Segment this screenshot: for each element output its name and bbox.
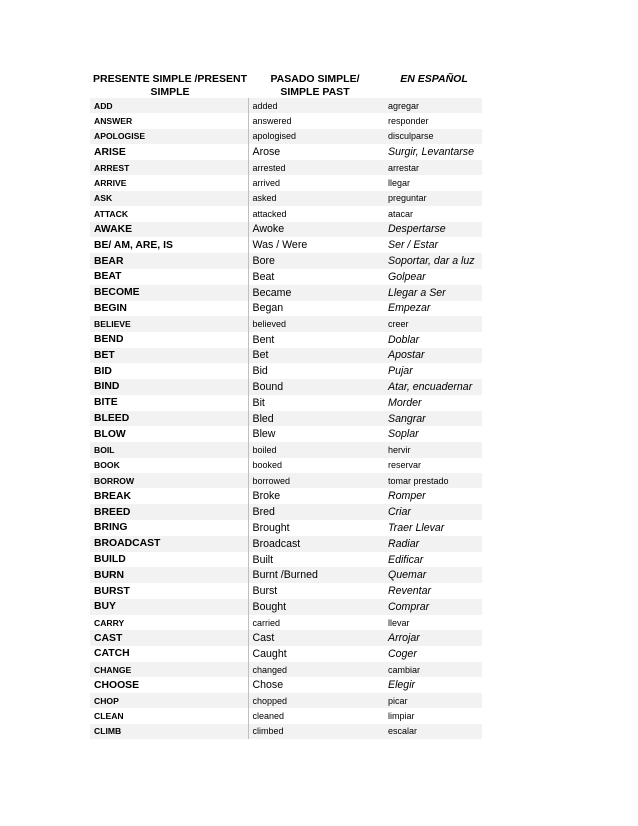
table-row <box>90 567 482 583</box>
present-verb-cell: CLEAN <box>94 711 124 722</box>
table-row <box>90 599 482 615</box>
spanish-translation-cell: Soportar, dar a luz <box>384 253 482 269</box>
spanish-translation-cell: reservar <box>388 460 422 471</box>
past-verb-cell: Bent <box>248 332 384 348</box>
past-verb-cell: cleaned <box>248 708 384 723</box>
table-row <box>90 708 482 723</box>
table-row <box>90 411 482 427</box>
header-past-simple: PASADO SIMPLE/ SIMPLE PAST <box>270 73 360 98</box>
past-verb-cell: added <box>248 98 384 113</box>
table-row <box>90 677 482 693</box>
present-verb-cell: BRING <box>94 522 128 534</box>
present-verb-cell: BE/ AM, ARE, IS <box>94 239 173 251</box>
spanish-translation-cell: Romper <box>388 490 426 503</box>
table-row <box>90 520 482 536</box>
present-verb-cell: CATCH <box>94 648 130 660</box>
spanish-translation-cell: Radiar <box>384 536 482 552</box>
past-verb-cell: Began <box>248 301 384 317</box>
past-verb-cell: Blew <box>248 426 384 442</box>
past-verb-cell: Beat <box>248 269 384 285</box>
present-verb-cell: ANSWER <box>94 116 133 127</box>
table-row <box>90 332 482 348</box>
present-verb-cell: BOIL <box>90 442 248 457</box>
present-verb-cell: BID <box>94 365 112 377</box>
table-row <box>90 129 482 144</box>
present-verb-cell: AWAKE <box>90 222 248 238</box>
spanish-translation-cell: Traer Llevar <box>388 521 445 534</box>
present-verb-cell: CLIMB <box>90 724 248 739</box>
spanish-translation-cell: atacar <box>388 208 414 219</box>
present-verb-cell: ARRIVE <box>94 178 127 189</box>
present-verb-cell: BORROW <box>90 473 248 488</box>
present-verb-cell: BLOW <box>94 428 126 440</box>
table-row <box>90 536 482 552</box>
spanish-translation-cell: Despertarse <box>384 222 482 238</box>
present-verb-cell: BURN <box>90 567 248 583</box>
table-row <box>90 379 482 395</box>
past-verb-cell: Awoke <box>248 222 384 238</box>
spanish-translation-cell: Doblar <box>388 333 420 346</box>
spanish-translation-cell: Quemar <box>384 567 482 583</box>
present-verb-cell: BELIEVE <box>90 316 248 331</box>
spanish-translation-cell: Sangrar <box>384 411 482 427</box>
header-present-simple: PRESENTE SIMPLE /PRESENT SIMPLE <box>92 73 248 98</box>
past-verb-cell: Bore <box>248 253 384 269</box>
table-row <box>90 222 482 238</box>
table-row <box>90 473 482 488</box>
past-verb-cell: Bought <box>248 599 384 615</box>
spanish-translation-cell: Comprar <box>384 599 482 615</box>
table-row <box>90 488 482 504</box>
spanish-translation-cell: Elegir <box>388 679 416 692</box>
table-row <box>90 395 482 411</box>
spanish-translation-cell: Coger <box>388 647 417 660</box>
present-verb-cell: CARRY <box>94 617 125 628</box>
spanish-translation-cell: agregar <box>384 98 482 113</box>
table-row <box>90 160 482 175</box>
present-verb-cell: BET <box>90 348 248 364</box>
past-verb-cell: chopped <box>248 693 384 708</box>
verb-table-body <box>90 98 482 739</box>
spanish-translation-cell: Pujar <box>388 365 413 378</box>
past-verb-cell: Chose <box>248 677 384 693</box>
table-row <box>90 113 482 128</box>
present-verb-cell: BEAR <box>90 253 248 269</box>
present-verb-cell: APOLOGISE <box>90 129 248 144</box>
present-verb-cell: BEND <box>94 334 124 346</box>
verb-table <box>90 98 482 739</box>
present-verb-cell: ADD <box>90 98 248 113</box>
past-verb-cell: borrowed <box>248 473 384 488</box>
spanish-translation-cell: Llegar a Ser <box>384 285 482 301</box>
past-verb-cell: Built <box>248 552 384 568</box>
present-verb-cell: ARREST <box>90 160 248 175</box>
table-row <box>90 348 482 364</box>
past-verb-cell: Bid <box>248 363 384 379</box>
table-row <box>90 504 482 520</box>
spanish-translation-cell: Soplar <box>388 428 419 441</box>
present-verb-cell: CAST <box>90 630 248 646</box>
past-verb-cell: climbed <box>248 724 384 739</box>
past-verb-cell: Burnt /Burned <box>248 567 384 583</box>
present-verb-cell: BIND <box>90 379 248 395</box>
spanish-translation-cell: arrestar <box>384 160 482 175</box>
spanish-translation-cell: tomar prestado <box>384 473 482 488</box>
present-verb-cell: ASK <box>90 191 248 206</box>
table-row <box>90 630 482 646</box>
table-row <box>90 237 482 253</box>
spanish-translation-cell: limpiar <box>388 711 415 722</box>
table-row <box>90 724 482 739</box>
past-verb-cell: arrested <box>248 160 384 175</box>
present-verb-cell: BOOK <box>94 460 120 471</box>
past-verb-cell: apologised <box>248 129 384 144</box>
present-verb-cell: BEAT <box>94 271 122 283</box>
present-verb-cell: CHOOSE <box>94 679 140 691</box>
past-verb-cell: believed <box>248 316 384 331</box>
spanish-translation-cell: llevar <box>388 617 410 628</box>
table-row <box>90 552 482 568</box>
past-verb-cell: Was / Were <box>248 237 384 253</box>
past-verb-cell: Caught <box>248 646 384 662</box>
spanish-translation-cell: Atar, encuadernar <box>384 379 482 395</box>
present-verb-cell: BROADCAST <box>90 536 248 552</box>
table-row <box>90 693 482 708</box>
past-verb-cell: Broadcast <box>248 536 384 552</box>
spanish-translation-cell: Morder <box>388 396 422 409</box>
present-verb-cell: BECOME <box>90 285 248 301</box>
table-row <box>90 144 482 160</box>
table-row <box>90 206 482 221</box>
past-verb-cell: Broke <box>248 488 384 504</box>
present-verb-cell: BUILD <box>94 554 126 566</box>
table-row <box>90 301 482 317</box>
past-verb-cell: attacked <box>248 206 384 221</box>
table-row <box>90 285 482 301</box>
table-row <box>90 191 482 206</box>
present-verb-cell: ARISE <box>94 146 126 158</box>
past-verb-cell: Burst <box>248 583 384 599</box>
spanish-translation-cell: Surgir, Levantarse <box>388 146 474 159</box>
spanish-translation-cell: disculparse <box>384 129 482 144</box>
table-row <box>90 662 482 677</box>
table-row <box>90 458 482 473</box>
present-verb-cell: BUY <box>90 599 248 615</box>
past-verb-cell: Bled <box>248 411 384 427</box>
table-row <box>90 363 482 379</box>
past-verb-cell: answered <box>248 113 384 128</box>
present-verb-cell: BREAK <box>94 490 131 502</box>
table-row <box>90 98 482 113</box>
spanish-translation-cell: responder <box>388 116 429 127</box>
spanish-translation-cell: llegar <box>388 178 411 189</box>
table-row <box>90 175 482 190</box>
table-row <box>90 615 482 630</box>
present-verb-cell: BLEED <box>90 411 248 427</box>
past-verb-cell: carried <box>248 615 384 630</box>
spanish-translation-cell: hervir <box>384 442 482 457</box>
table-row <box>90 316 482 331</box>
table-row <box>90 426 482 442</box>
present-verb-cell: BEGIN <box>94 302 127 314</box>
spanish-translation-cell: Reventar <box>388 585 431 598</box>
spanish-translation-cell: Apostar <box>384 348 482 364</box>
present-verb-cell: BURST <box>94 585 130 597</box>
past-verb-cell: Arose <box>248 144 384 160</box>
spanish-translation-cell: Edificar <box>388 553 424 566</box>
present-verb-cell: CHANGE <box>90 662 248 677</box>
table-row <box>90 269 482 285</box>
spanish-translation-cell: Criar <box>384 504 482 520</box>
table-row <box>90 646 482 662</box>
spanish-translation-cell: picar <box>384 693 482 708</box>
spanish-translation-cell: cambiar <box>384 662 482 677</box>
table-row <box>90 253 482 269</box>
table-row <box>90 442 482 457</box>
past-verb-cell: Bred <box>248 504 384 520</box>
present-verb-cell: BITE <box>94 397 118 409</box>
spanish-translation-cell: Empezar <box>388 302 431 315</box>
past-verb-cell: Brought <box>248 520 384 536</box>
past-verb-cell: asked <box>248 191 384 206</box>
past-verb-cell: Bound <box>248 379 384 395</box>
past-verb-cell: boiled <box>248 442 384 457</box>
spanish-translation-cell: creer <box>384 316 482 331</box>
past-verb-cell: changed <box>248 662 384 677</box>
spanish-translation-cell: Golpear <box>388 270 426 283</box>
present-verb-cell: CHOP <box>90 693 248 708</box>
past-verb-cell: Became <box>248 285 384 301</box>
present-verb-cell: BREED <box>90 504 248 520</box>
past-verb-cell: booked <box>248 458 384 473</box>
header-spanish: EN ESPAÑOL <box>400 73 468 85</box>
spanish-translation-cell: Ser / Estar <box>388 239 439 252</box>
present-verb-cell: ATTACK <box>94 208 129 219</box>
past-verb-cell: Bit <box>248 395 384 411</box>
spanish-translation-cell: escalar <box>384 724 482 739</box>
past-verb-cell: Cast <box>248 630 384 646</box>
past-verb-cell: arrived <box>248 175 384 190</box>
spanish-translation-cell: preguntar <box>384 191 482 206</box>
spanish-translation-cell: Arrojar <box>384 630 482 646</box>
table-row <box>90 583 482 599</box>
past-verb-cell: Bet <box>248 348 384 364</box>
